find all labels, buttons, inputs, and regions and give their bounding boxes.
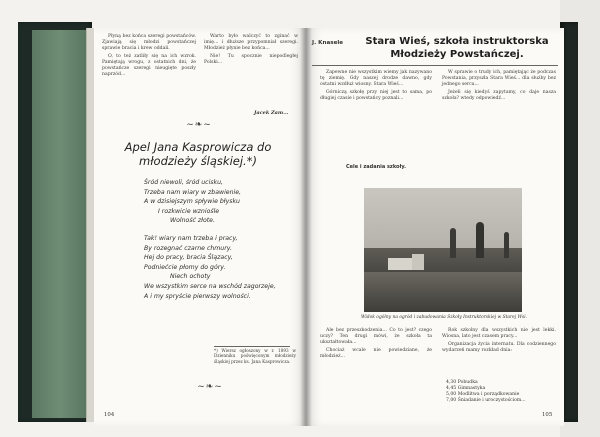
poem-line: Śród niewoli, śród ucisku, xyxy=(144,179,224,186)
right-page-column-left xyxy=(320,70,432,103)
right-page-column-right xyxy=(442,70,556,103)
paragraph: W sprawie o trudy ich, pamiętając że podczas Powstania, przyszła Stara Wieś... dla służby bez jednego serca... xyxy=(442,70,556,87)
left-page-column-left xyxy=(102,34,196,79)
photo-building xyxy=(388,258,412,270)
page-number: 105 xyxy=(542,412,553,418)
right-page-column-left-lower xyxy=(320,328,432,361)
poem-title-line: Apel Jana Kasprowicza do xyxy=(124,140,272,154)
footnote-rule xyxy=(214,346,290,347)
poem-stanza xyxy=(144,234,276,301)
poem-line: I rozkwicie wzniośle xyxy=(158,207,220,215)
ornament-divider: ~❧~ xyxy=(197,382,223,392)
poem-line: Trzeba nam wiary w zbawienie, xyxy=(144,188,242,196)
right-page-column-right-lower xyxy=(442,328,556,355)
book-gutter xyxy=(300,28,312,426)
paragraph: Nie! Tu spocznie niepodległej Polski... xyxy=(204,53,298,65)
poem-line: A w dzisiejszym spływie błysku xyxy=(144,198,240,206)
article-title-line: Młodzieży Powstańczej. xyxy=(390,49,524,60)
schedule-row: 7,00 Śniadanie i uroczystościom... xyxy=(446,398,526,403)
footnote: *) Wiersz ogłoszony w r. 1893 w Dzienniku poświęconym młodzieży śląskiej przez ks. Jana Kasprowicza. xyxy=(214,348,296,364)
endpaper xyxy=(32,30,88,418)
poem-line: Tak! wiary nam trzeba i pracy, xyxy=(144,234,238,242)
schedule-row: 4,30 Pobudka xyxy=(446,380,478,385)
schedule-row: 4,45 Gimnastyka xyxy=(446,386,486,391)
photo-field xyxy=(364,272,522,312)
article-author: J. Knasele xyxy=(312,40,344,46)
article-title xyxy=(352,35,562,61)
paragraph: Zapewne nie wszystkim wiemy jak nazywano tę ziemię. Gdy naszej drodze dawno, gdy ostatni wzdłuż wiosny. Stara Wieś... xyxy=(320,70,432,87)
paragraph: Warto było walczyć to zginać w imię... i dłuższe przypomniał szeregi. Młodzież płynie bez końca... xyxy=(204,34,298,51)
article-title-line: Stara Wieś, szkoła instruktorska xyxy=(365,36,549,47)
photo-building xyxy=(412,254,424,270)
poem-title-line: młodzieży śląskiej.*) xyxy=(139,154,257,168)
poem-text xyxy=(144,178,276,309)
paragraph: Organizacja życia internatu. Dla codziennego wydarzeń mamy rozkład dnia: xyxy=(442,341,556,353)
paragraph: Rok szkolny dla wszystkich nie jest lekki. Wiosna, lato jest czasem pracy... xyxy=(442,328,556,339)
photograph xyxy=(364,188,522,312)
paragraph: Chociaż wcale nie powiedziane, że młodzież... xyxy=(320,347,432,359)
signature: Jacek Zam... xyxy=(254,110,289,116)
left-page-column-right xyxy=(204,34,298,67)
section-subheading: Cele i zadania szkoły. xyxy=(345,164,407,170)
photo-caption: Widok ogólny na ogród i zabudowania Szkoły Instruktorskiej w Starej Wsi. xyxy=(360,315,528,320)
paragraph: Ale bez przeszkodzenia... Co to jest? czego uczy? Ten drugi mówi, że szkoła ta ukształtowała... xyxy=(320,328,432,345)
right-page xyxy=(306,28,564,426)
schedule-table xyxy=(446,380,556,404)
poem-line: Hej do pracy, bracia Ślązacy, xyxy=(144,254,233,262)
page-number: 104 xyxy=(104,412,115,418)
paragraph: Płyną bez końca szeregi powstańców. Zjawiają się młodzi powstańczej sprawie bracia i krew oddali. xyxy=(102,34,196,51)
poem-stanza xyxy=(144,178,276,226)
left-page xyxy=(94,28,306,426)
paragraph: Górniczą szkołę przy niej jest to sama, po długiej czasie i powstańcy poznali... xyxy=(320,89,432,101)
poem-line: A i my spryście pierwszy wolności. xyxy=(144,292,251,300)
photo-tree xyxy=(450,228,456,258)
paragraph: Jeżeli się kiedyś zapytamy, co daje nasza szkoła? wtedy odpowiedź... xyxy=(442,89,556,101)
poem-line: Podniećcie płomy do góry. xyxy=(144,263,226,271)
paragraph: O, to też zatliły się na ich wzrok. Pamiętają wrogu, z ostatnich dni, że powstańcze szeregi nieugięte poszły naprzód... xyxy=(102,53,196,77)
title-rule xyxy=(312,65,558,66)
photo-tree xyxy=(476,222,484,258)
ornament-divider: ~❧~ xyxy=(186,120,212,130)
photo-tree xyxy=(504,232,509,258)
poem-line: Niech ochoty xyxy=(170,273,211,281)
schedule-row: 5,00 Modlitwa i porządkowanie xyxy=(446,392,520,397)
poem-line: Wolność złote. xyxy=(170,217,215,225)
poem-title xyxy=(108,140,288,168)
poem-line: We wszystkim serce na wschód zagorzeje, xyxy=(144,282,276,290)
poem-line: By rozegnać czarne chmury. xyxy=(144,244,232,252)
